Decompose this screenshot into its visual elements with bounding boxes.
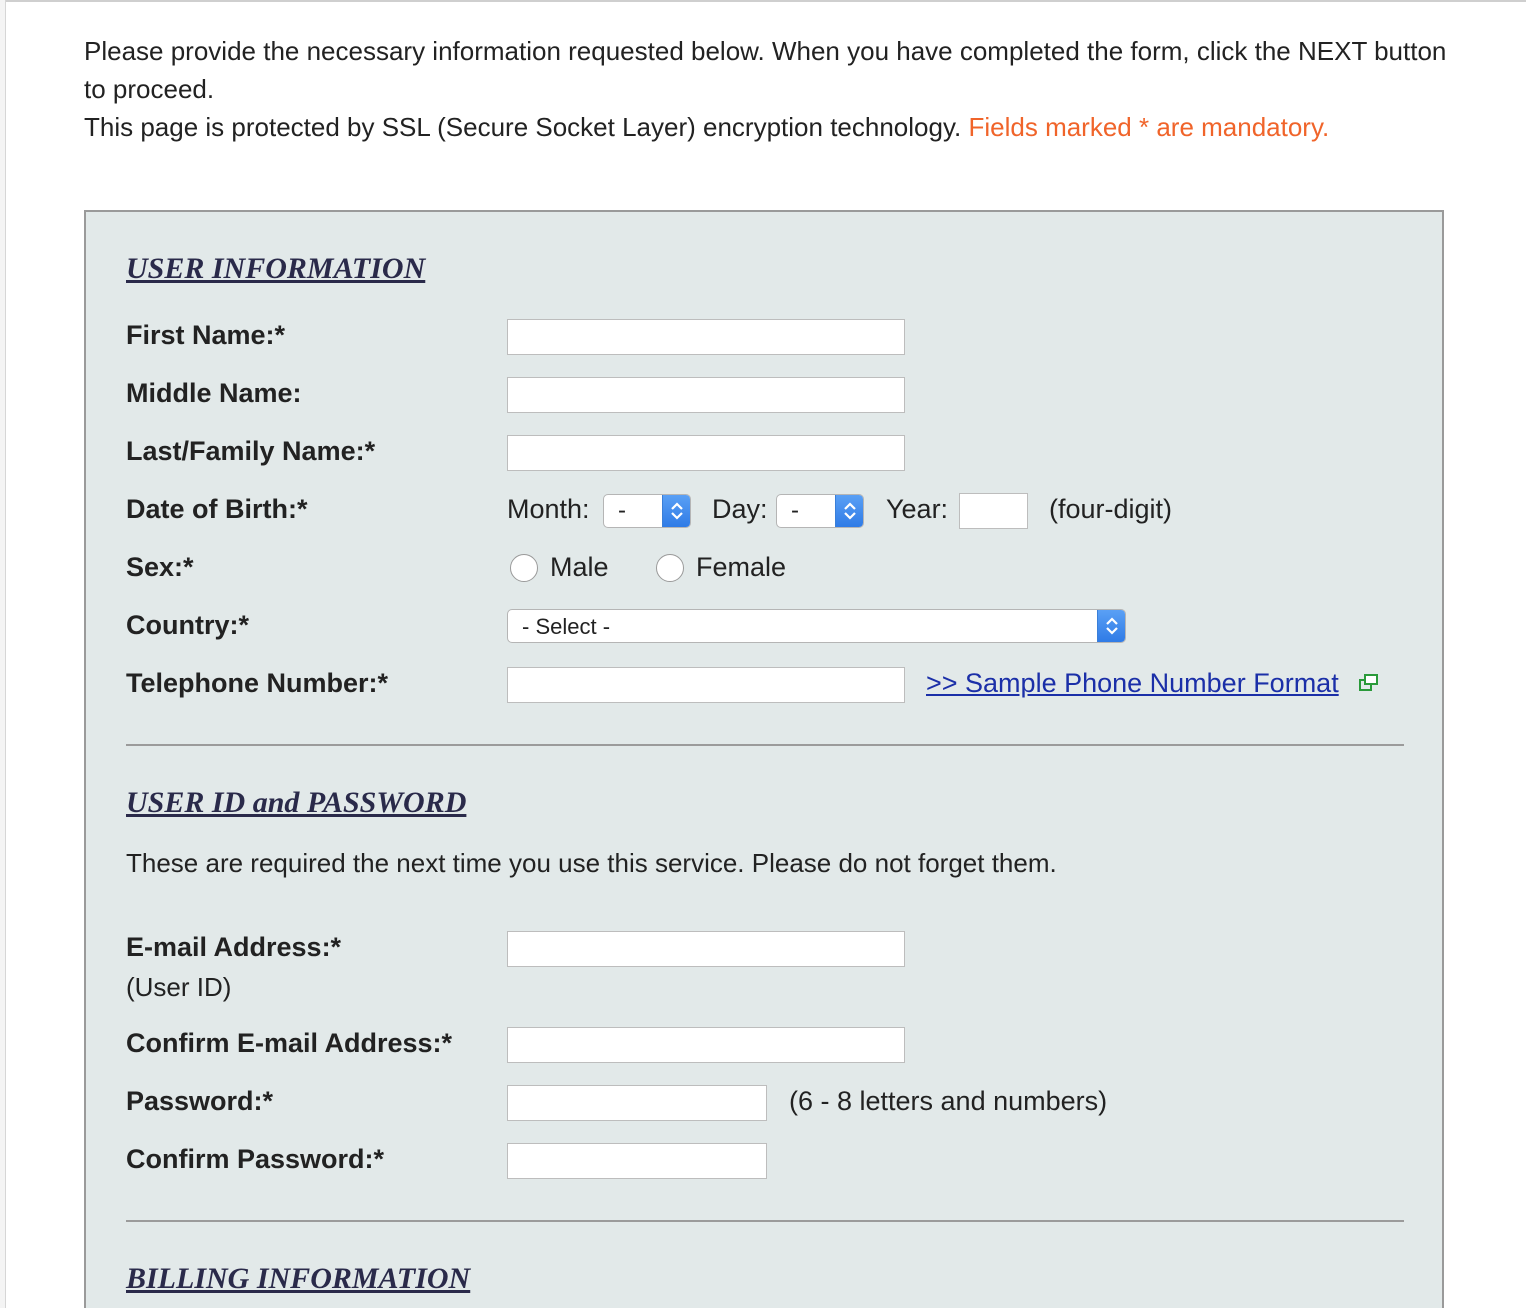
password-hint: (6 - 8 letters and numbers)	[789, 1086, 1108, 1116]
intro-line-2: This page is protected by SSL (Secure Socket Layer) encryption technology.	[84, 112, 969, 142]
email-label: E-mail Address:*	[126, 932, 342, 962]
country-select-value: - Select -	[522, 614, 611, 639]
year-input[interactable]	[959, 493, 1028, 529]
confirm-password-label: Confirm Password:*	[126, 1144, 385, 1174]
registration-form	[84, 210, 1444, 1308]
middle-name-label: Middle Name:	[126, 378, 302, 408]
month-select[interactable]	[603, 494, 691, 528]
telephone-label: Telephone Number:*	[126, 668, 389, 698]
section-divider	[126, 744, 1404, 746]
password-input[interactable]	[507, 1085, 767, 1121]
user-information-heading: USER INFORMATION	[126, 252, 426, 285]
sex-female-radio[interactable]	[656, 554, 684, 582]
first-name-label: First Name:*	[126, 320, 286, 350]
chevron-updown-icon	[1097, 610, 1125, 642]
month-select-value: -	[618, 497, 626, 524]
section-divider	[126, 1220, 1404, 1222]
email-input[interactable]	[507, 931, 905, 967]
mandatory-note: Fields marked * are mandatory.	[968, 112, 1330, 142]
last-name-input[interactable]	[507, 435, 905, 471]
first-name-input[interactable]	[507, 319, 905, 355]
intro-line-1: Please provide the necessary information requested below. When you have completed the form, click the NEXT button to proceed.	[84, 36, 1447, 104]
year-hint: (four-digit)	[1049, 494, 1173, 524]
last-name-label: Last/Family Name:*	[126, 436, 376, 466]
sex-female-label: Female	[696, 552, 787, 582]
email-sublabel: (User ID)	[126, 972, 232, 1002]
intro-text	[84, 32, 1464, 146]
external-window-icon	[1359, 674, 1379, 697]
confirm-email-label: Confirm E-mail Address:*	[126, 1028, 453, 1058]
day-label: Day:	[712, 494, 768, 524]
billing-information-heading: BILLING INFORMATION	[126, 1262, 471, 1295]
user-id-password-heading: USER ID and PASSWORD	[126, 786, 467, 819]
month-label: Month:	[507, 494, 590, 524]
chevron-updown-icon	[835, 495, 863, 527]
middle-name-input[interactable]	[507, 377, 905, 413]
day-select-value: -	[791, 497, 799, 524]
window-top-border	[0, 0, 1526, 2]
telephone-input[interactable]	[507, 667, 905, 703]
day-select[interactable]	[776, 494, 864, 528]
country-label: Country:*	[126, 610, 249, 640]
sample-phone-format-link[interactable]: >> Sample Phone Number Format	[926, 668, 1339, 698]
sex-male-radio[interactable]	[510, 554, 538, 582]
confirm-email-input[interactable]	[507, 1027, 905, 1063]
password-label: Password:*	[126, 1086, 274, 1116]
country-select[interactable]	[507, 609, 1126, 643]
confirm-password-input[interactable]	[507, 1143, 767, 1179]
left-panel-edge	[0, 0, 6, 1308]
date-of-birth-label: Date of Birth:*	[126, 494, 308, 524]
credentials-note: These are required the next time you use this service. Please do not forget them.	[126, 848, 1057, 878]
sex-label: Sex:*	[126, 552, 194, 582]
chevron-updown-icon	[662, 495, 690, 527]
year-label: Year:	[886, 494, 949, 524]
sex-male-label: Male	[550, 552, 609, 582]
